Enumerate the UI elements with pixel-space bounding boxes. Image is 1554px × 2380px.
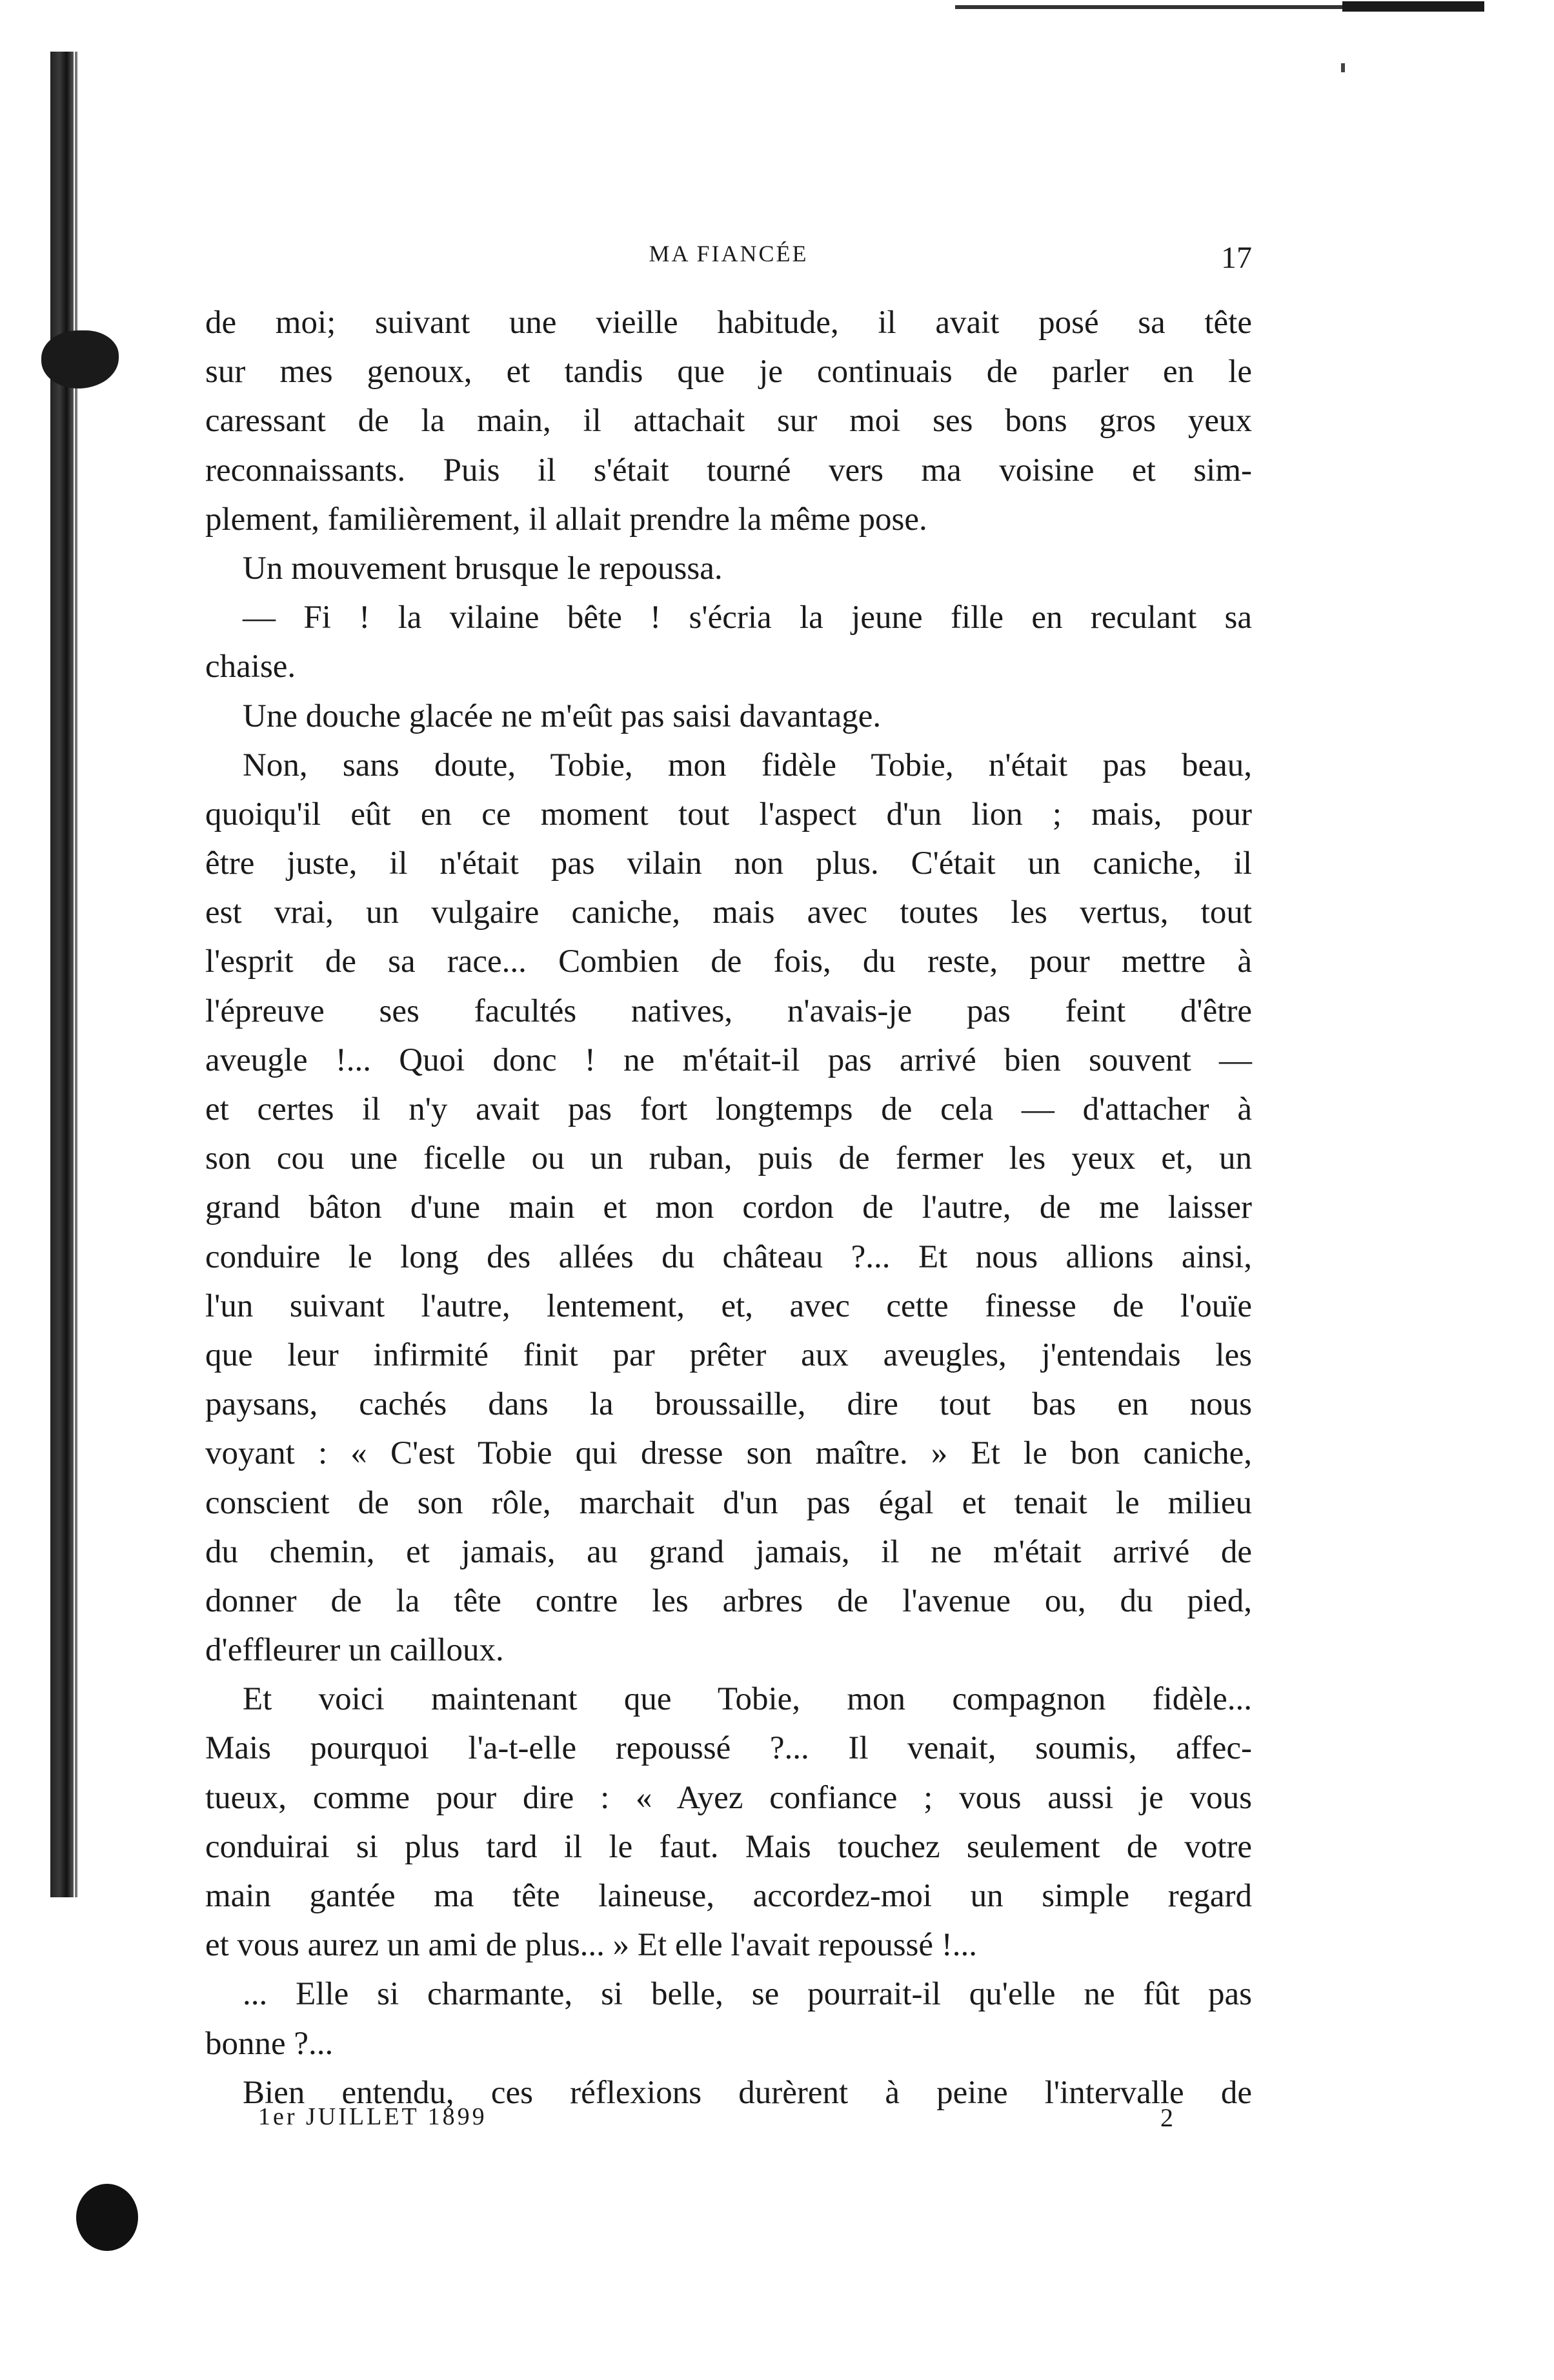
text-line: Et voici maintenant que Tobie, mon compagnon fidèle... xyxy=(243,1681,1252,1718)
page-number: 17 xyxy=(1221,241,1252,275)
text-line: l'un suivant l'autre, lentement, et, avec cette finesse de l'ouïe xyxy=(205,1287,1252,1324)
text-line: voyant : « C'est Tobie qui dresse son maître. » Et le bon caniche, xyxy=(205,1435,1252,1472)
text-line: l'épreuve ses facultés natives, n'avais-je pas feint d'être xyxy=(205,993,1252,1029)
text-line: bonne ?... xyxy=(205,2025,334,2062)
sheet-number: 2 xyxy=(1160,2103,1173,2132)
text-line: être juste, il n'était pas vilain non plus. C'était un caniche, il xyxy=(205,845,1252,882)
text-line: tueux, comme pour dire : « Ayez confiance ; vous aussi je vous xyxy=(205,1779,1252,1816)
running-title: MA FIANCÉE xyxy=(649,241,809,267)
text-line: reconnaissants. Puis il s'était tourné vers ma voisine et sim- xyxy=(205,452,1252,489)
text-line: ... Elle si charmante, si belle, se pourrait-il qu'elle ne fût pas xyxy=(243,1976,1252,2013)
body-text xyxy=(205,298,1252,2117)
text-line: conduirai si plus tard il le faut. Mais touchez seulement de votre xyxy=(205,1828,1252,1865)
text-line: et vous aurez un ami de plus... » Et elle l'avait repoussé !... xyxy=(205,1927,978,1964)
text-line: du chemin, et jamais, au grand jamais, il ne m'était arrivé de xyxy=(205,1533,1252,1570)
text-line: Non, sans doute, Tobie, mon fidèle Tobie, n'était pas beau, xyxy=(243,747,1252,783)
text-line: — Fi ! la vilaine bête ! s'écria la jeune fille en reculant sa xyxy=(243,600,1252,636)
text-line: paysans, cachés dans la broussaille, dire tout bas en nous xyxy=(205,1386,1252,1423)
scan-top-rule-thick xyxy=(1342,1,1484,12)
text-line: l'esprit de sa race... Combien de fois, du reste, pour mettre à xyxy=(205,943,1252,980)
scan-ink-blot xyxy=(41,330,119,388)
text-line: Un mouvement brusque le repoussa. xyxy=(243,550,723,587)
text-line: est vrai, un vulgaire caniche, mais avec toutes les vertus, tout xyxy=(205,894,1252,931)
text-line: Mais pourquoi l'a-t-elle repoussé ?... Il venait, soumis, affec- xyxy=(205,1730,1252,1767)
text-line: grand bâton d'une main et mon cordon de l'autre, de me laisser xyxy=(205,1189,1252,1226)
text-line: quoiqu'il eût en ce moment tout l'aspect d'un lion ; mais, pour xyxy=(205,796,1252,832)
text-line: chaise. xyxy=(205,649,296,685)
page-header xyxy=(205,240,1252,279)
scan-binding-edge xyxy=(50,52,74,1897)
text-line: conduire le long des allées du château ?... Et nous allions ainsi, xyxy=(205,1238,1252,1275)
text-line: son cou une ficelle ou un ruban, puis de fermer les yeux et, un xyxy=(205,1140,1252,1177)
text-line: d'effleurer un cailloux. xyxy=(205,1632,504,1669)
text-line: main gantée ma tête laineuse, accordez-moi un simple regard xyxy=(205,1878,1252,1914)
scan-speck xyxy=(1341,63,1345,72)
scan-ink-blot-bottom xyxy=(76,2184,138,2251)
text-line: Une douche glacée ne m'eût pas saisi davantage. xyxy=(243,698,882,734)
text-line: et certes il n'y avait pas fort longtemps de cela — d'attacher à xyxy=(205,1091,1252,1127)
text-line: conscient de son rôle, marchait d'un pas égal et tenait le milieu xyxy=(205,1484,1252,1521)
page-footer xyxy=(205,2103,1252,2141)
text-line: aveugle !... Quoi donc ! ne m'était-il pas arrivé bien souvent — xyxy=(205,1042,1252,1078)
text-line: de moi; suivant une vieille habitude, il avait posé sa tête xyxy=(205,305,1252,341)
text-line: que leur infirmité finit par prêter aux aveugles, j'entendais les xyxy=(205,1336,1252,1373)
text-line: Bien entendu, ces réflexions durèrent à peine l'intervalle de xyxy=(243,2074,1252,2111)
signature-mark: 1er JUILLET 1899 xyxy=(258,2103,487,2130)
scan-binding-shadow xyxy=(75,52,77,1897)
text-line: plement, familièrement, il allait prendre la même pose. xyxy=(205,501,927,538)
text-line: donner de la tête contre les arbres de l'avenue ou, du pied, xyxy=(205,1582,1252,1619)
text-line: caressant de la main, il attachait sur moi ses bons gros yeux xyxy=(205,403,1252,439)
text-line: sur mes genoux, et tandis que je continuais de parler en le xyxy=(205,354,1252,390)
